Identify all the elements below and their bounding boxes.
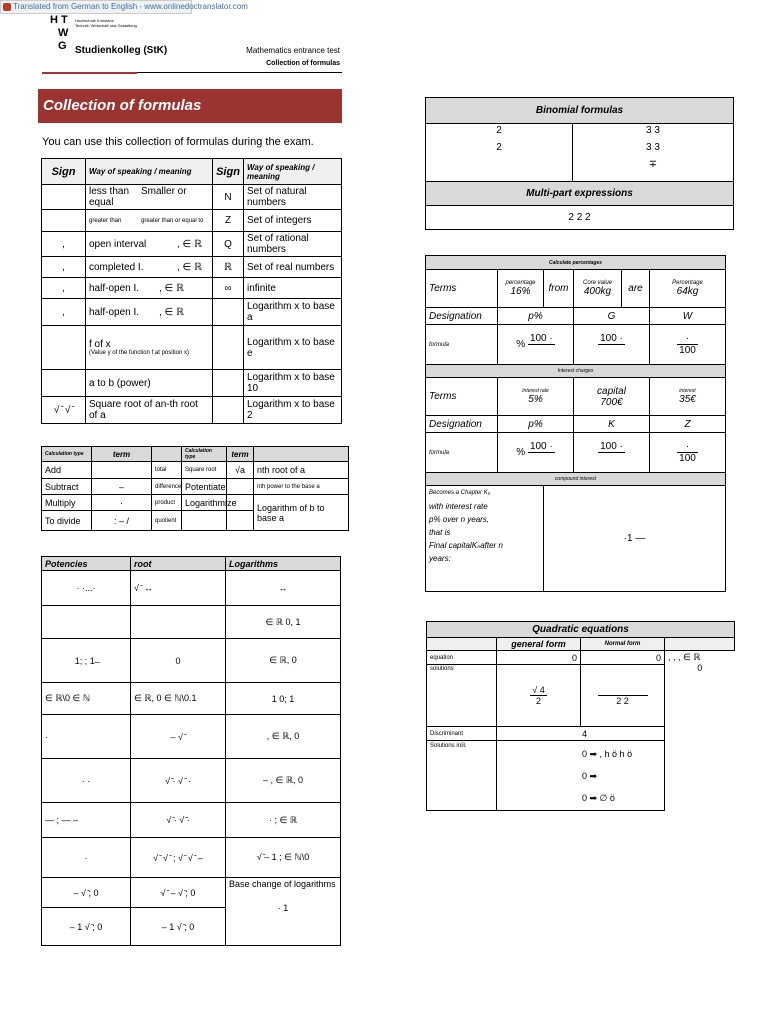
table-row: Solutions inℝ 0 ➡ , h ö h ö 0 ➡ 0 ➡ ∅ ö: [427, 741, 735, 811]
signs-table: [41, 158, 342, 424]
table-row: Add total Square root √a nth root of a: [42, 462, 349, 479]
header-doc: Collection of formulas: [266, 60, 340, 67]
header-exam: Mathematics entrance test: [246, 46, 340, 55]
banner-text: Translated from German to English - www.onlinedoctranslator.com: [13, 2, 248, 11]
table-row: Terms percentage 16% from Core value 400kg are Percentage 64kg: [426, 270, 726, 308]
table-row: a to b (power) Logarithm x to base 10: [42, 370, 342, 397]
table-row: Becomes a Chapter K₀ with interest rate p% over n years, that is Final capitalKₙafter n years: ·1 —: [426, 486, 726, 592]
table-row: · √ ̄ √ ̄ ; √ ̄ √ ̄ – √ ̄– 1 ; ∈ ℕ\0: [42, 838, 341, 878]
translation-banner[interactable]: [0, 0, 248, 14]
page-title: Collection of formulas: [38, 89, 342, 123]
percentages-table: Calculate percentages Terms percentage 16% from Core value 400kg are Percentage 64kg Designation p% G W formula % 100 · 100 · $\frac{\cdot}{100}$ Interest charges Terms Interest rate 5% capital 700€ interest 35€ Designation p% K Z formula % 100 · 100 · $\frac{\cdot}{100}$ compound interest Becomes a Chapter K₀ with interest rate p% over n years, that is Final capitalKₙafter n years: ·1 —: [425, 255, 726, 592]
table-row: Multiply · product Logarithmize Logarithm of b to base a: [42, 495, 349, 511]
col-meaning-1: Way of speaking / meaning: [86, 159, 213, 185]
col-sign-1: Sign: [42, 159, 86, 185]
intro-text: You can use this collection of formulas during the exam.: [42, 136, 314, 148]
table-row: – 1 √ ̄; 0 – 1 √ ̄; 0: [42, 908, 341, 946]
translate-icon: [3, 3, 11, 11]
table-row: · – √ ̄ , ∈ ℝ, 0: [42, 715, 341, 759]
table-row: greater than greater than or equal to Z Set of integers: [42, 210, 342, 232]
table-row: , completed I. , ∈ ℝ ℝ Set of real numbers: [42, 257, 342, 278]
quadratic-table: Quadratic equations general form Normal form equation 0 0 , , , ∈ ℝ 0 solutions $\frac{√ 4}{2}$ 2 2 Discriminant 4 Solutions inℝ 0 ➡ , h ö h ö 0 ➡ 0 ➡ ∅ ö: [426, 621, 735, 811]
table-row: — ; — – √ ̄· √ ̄· · ; ∈ ℝ: [42, 803, 341, 838]
table-row: – √ ̄; 0 √ ̄ – √ ̄; 0 Base change of logarithms · 1: [42, 878, 341, 908]
table-row: , open interval , ∈ ℝ Q Set of rational numbers: [42, 232, 342, 257]
school-name: Hochschule Konstanz Technik, Wirtschaft und Gestaltung: [75, 18, 137, 28]
table-row: equation 0 0 , , , ∈ ℝ 0: [427, 651, 735, 665]
table-row: , half-open I. , ∈ ℝ ∞ infinite: [42, 278, 342, 299]
table-row: Terms Interest rate 5% capital 700€ interest 35€: [426, 378, 726, 416]
college-name: Studienkolleg (StK): [75, 45, 168, 56]
table-row: 2 2 3 3 3 3 ∓: [426, 124, 734, 182]
table-row: 1; ; 1 ̶ 0 ∈ ℝ, 0: [42, 639, 341, 683]
table-row: Discriminant 4: [427, 727, 735, 741]
header-accent: [42, 72, 137, 74]
table-row: √ ̄ √ ̄ Square root of an-th root of a Logarithm x to base 2: [42, 397, 342, 424]
table-row: f of x (Value y of the function f at position x) Logarithm x to base e: [42, 326, 342, 370]
table-row: To divide : – / quotient: [42, 511, 349, 531]
logo: H T W G: [50, 14, 69, 52]
table-row: Subtract – difference Potentiate nth power to the base a: [42, 479, 349, 495]
table-row: formula % 100 · 100 · $\frac{\cdot}{100}$: [426, 433, 726, 473]
binomial-table: Binomial formulas 2 2 3 3 3 3 ∓ Multi-part expressions 2 2 2: [425, 97, 734, 230]
col-meaning-2: Way of speaking / meaning: [244, 159, 342, 185]
table-row: less than Smaller or equal N Set of natural numbers: [42, 185, 342, 210]
col-sign-2: Sign: [213, 159, 244, 185]
table-row: formula % 100 · 100 · $\frac{\cdot}{100}$: [426, 325, 726, 365]
table-row: solutions $\frac{√ 4}{2}$ 2 2: [427, 665, 735, 727]
calculation-table: Calculation type term Calculation type term Add total Square root √a nth root of a Subtract – difference Potentiate nth power to the base a Multiply · product Logarithmize Logarithm of b to base a To divide : – / quotient: [41, 446, 349, 531]
table-row: ∈ ℝ\0 ∈ ℕ ∈ ℝ, 0 ∈ ℕ\0.1 1 0; 1: [42, 683, 341, 715]
potencies-table: Potencies root Logarithms · ·...· √ ̄ ↔ ↔ ∈ ℝ 0, 1 1; ; 1 ̶ 0 ∈ ℝ, 0 ∈ ℝ\0 ∈ ℕ ∈ ℝ, 0 ∈ ℕ\0.1 1 0; 1 · – √ ̄ , ∈ ℝ, 0 · · √ ̄· √ ̄ · – , ∈ ℝ, 0 — ; — – √ ̄· √ ̄· · ; ∈ ℝ · √ ̄ √ ̄ ; √ ̄ √ ̄ – √ ̄– 1 ; ∈ ℕ\0 – √ ̄; 0 √ ̄ – √ ̄; 0 Base change of logarithms · 1 – 1 √ ̄; 0 – 1 √ ̄; 0: [41, 556, 341, 946]
table-row: , half-open I. , ∈ ℝ Logarithm x to base a: [42, 299, 342, 326]
table-row: ∈ ℝ 0, 1: [42, 606, 341, 639]
table-row: Designation p% G W: [426, 308, 726, 325]
table-row: Designation p% K Z: [426, 416, 726, 433]
table-row: · · √ ̄· √ ̄ · – , ∈ ℝ, 0: [42, 759, 341, 803]
table-row: · ·...· √ ̄ ↔ ↔: [42, 571, 341, 606]
